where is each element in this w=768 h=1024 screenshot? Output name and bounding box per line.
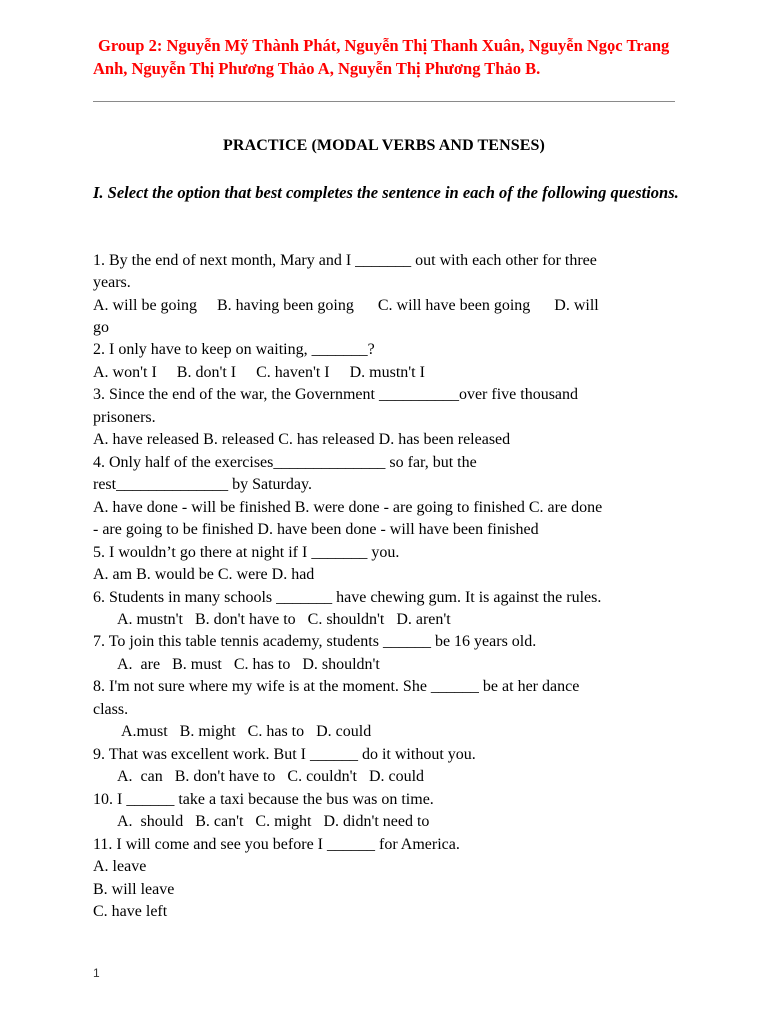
question-4-text: 4. Only half of the exercises______________ so far, but the <box>93 454 477 471</box>
question-8-text-cont: class. <box>93 701 129 718</box>
question-8-options: A.must B. might C. has to D. could <box>121 723 372 740</box>
question-11-option-b: B. will leave <box>93 881 175 898</box>
question-11-option-a: A. leave <box>93 858 147 875</box>
question-8-text: 8. I'm not sure where my wife is at the moment. She ______ be at her dance <box>93 678 580 695</box>
question-3-options: A. have released B. released C. has released D. has been released <box>93 431 511 448</box>
question-11-text: 11. I will come and see you before I ______ for America. <box>93 836 460 853</box>
header-divider <box>93 101 675 102</box>
question-4-options: A. have done - will be finished B. were done - are going to finished C. are done <box>93 499 603 516</box>
question-10-text: 10. I ______ take a taxi because the bus was on time. <box>93 791 434 808</box>
page-title: PRACTICE (MODAL VERBS AND TENSES) <box>223 137 545 154</box>
question-9-options: A. can B. don't have to C. couldn't D. could <box>117 768 425 785</box>
question-1-options: A. will be going B. having been going C. will have been going D. will <box>93 297 599 314</box>
question-1-text: 1. By the end of next month, Mary and I _______ out with each other for three <box>93 252 597 269</box>
group-members-header <box>93 34 683 80</box>
page-number: 1 <box>93 966 100 980</box>
question-2-options: A. won't I B. don't I C. haven't I D. mustn't I <box>93 364 425 381</box>
question-11-option-c: C. have left <box>93 903 168 920</box>
question-7-text: 7. To join this table tennis academy, students ______ be 16 years old. <box>93 633 537 650</box>
question-3-text: 3. Since the end of the war, the Government __________over five thousand <box>93 386 579 403</box>
question-4-text-cont: rest______________ by Saturday. <box>93 476 312 493</box>
question-7-options: A. are B. must C. has to D. shouldn't <box>117 656 380 673</box>
question-9-text: 9. That was excellent work. But I ______ do it without you. <box>93 746 476 763</box>
question-3-text-cont: prisoners. <box>93 409 156 426</box>
question-5-options: A. am B. would be C. were D. had <box>93 566 315 583</box>
section-instruction: I. Select the option that best completes the sentence in each of the following questions. <box>93 183 679 202</box>
question-5-text: 5. I wouldn’t go there at night if I _______ you. <box>93 544 400 561</box>
question-1-options-cont: go <box>93 319 109 336</box>
question-4-options-cont: - are going to be finished D. have been done - will have been finished <box>93 521 539 538</box>
question-6-text: 6. Students in many schools _______ have chewing gum. It is against the rules. <box>93 589 602 606</box>
group-members-text: Group 2: Nguyễn Mỹ Thành Phát, Nguyễn Thị Thanh Xuân, Nguyễn Ngọc Trang Anh, Nguyễn Thị Phương Thảo A, Nguyễn Thị Phương Thảo B. <box>93 36 670 78</box>
question-2-text: 2. I only have to keep on waiting, _______? <box>93 341 375 358</box>
question-6-options: A. mustn't B. don't have to C. shouldn't D. aren't <box>117 611 451 628</box>
question-10-options: A. should B. can't C. might D. didn't need to <box>117 813 430 830</box>
question-1-text-cont: years. <box>93 274 131 291</box>
